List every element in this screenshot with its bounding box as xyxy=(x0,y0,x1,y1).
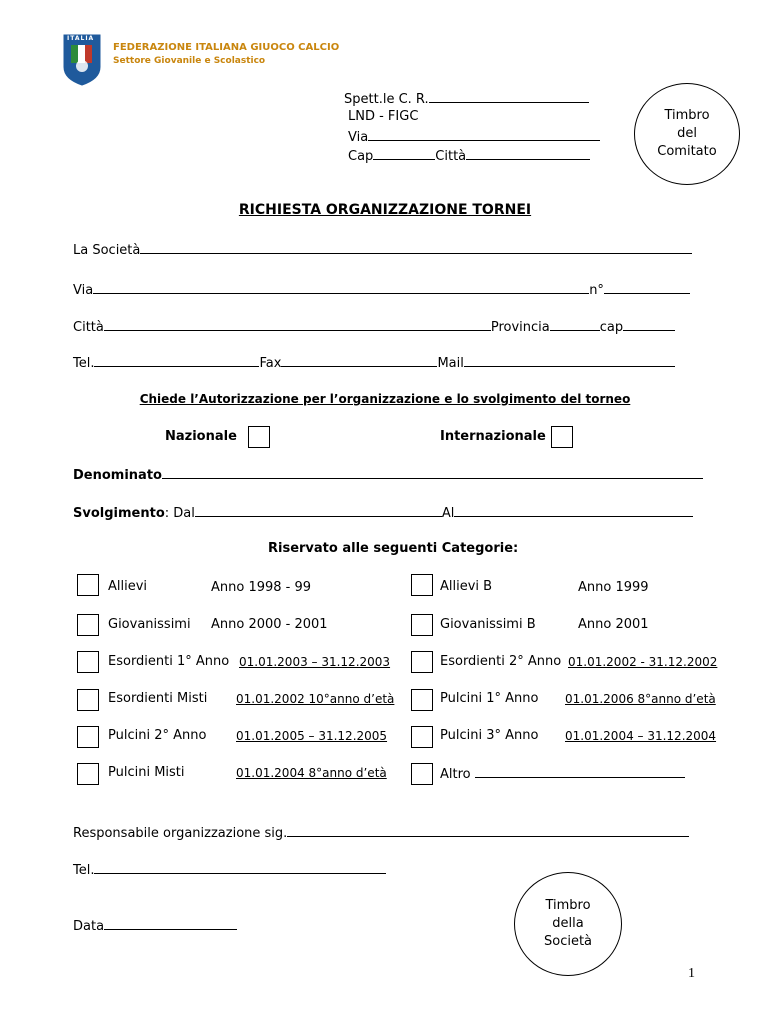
allievi-b-checkbox[interactable] xyxy=(411,574,433,596)
altro-field[interactable]: Altro xyxy=(440,765,685,782)
category-detail: 01.01.2006 8°anno d’età xyxy=(565,692,716,706)
society-stamp-circle: Timbro della Società xyxy=(514,872,622,976)
denominato-field[interactable]: Denominato xyxy=(73,466,703,483)
category-name: Esordienti 1° Anno xyxy=(108,654,230,669)
internazionale-checkbox[interactable] xyxy=(551,426,573,448)
esordienti-1-checkbox[interactable] xyxy=(77,651,99,673)
esordienti-2-checkbox[interactable] xyxy=(411,651,433,673)
category-detail: 01.01.2002 10°anno d’età xyxy=(236,692,395,706)
address-line4: Cap Città xyxy=(348,147,590,164)
category-detail: Anno 1998 - 99 xyxy=(211,580,312,595)
category-detail: 01.01.2003 – 31.12.2003 xyxy=(239,655,391,669)
esordienti-misti-checkbox[interactable] xyxy=(77,689,99,711)
category-detail: Anno 2000 - 2001 xyxy=(211,617,328,632)
category-name: Pulcini 3° Anno xyxy=(440,728,539,743)
category-detail: 01.01.2004 8°anno d’età xyxy=(236,766,387,780)
giovanissimi-checkbox[interactable] xyxy=(77,614,99,636)
committee-stamp-circle: Timbro del Comitato xyxy=(634,83,740,185)
address-line3: Via xyxy=(348,128,600,145)
citta-field[interactable]: Città Provincia cap xyxy=(73,318,675,335)
nazionale-checkbox[interactable] xyxy=(248,426,270,448)
category-name: Pulcini Misti xyxy=(108,765,185,780)
data-field[interactable]: Data xyxy=(73,917,237,934)
request-line: Chiede l’Autorizzazione per l’organizzazione e lo svolgimento del torneo xyxy=(139,392,631,406)
responsabile-field[interactable]: Responsabile organizzazione sig. xyxy=(73,824,689,841)
altro-checkbox[interactable] xyxy=(411,763,433,785)
category-name: Giovanissimi B xyxy=(440,617,536,632)
internazionale-label: Internazionale xyxy=(440,429,546,444)
org-name: FEDERAZIONE ITALIANA GIUOCO CALCIO xyxy=(113,42,340,53)
page-number: 1 xyxy=(688,966,695,981)
category-name: Pulcini 1° Anno xyxy=(440,691,539,706)
category-detail: Anno 2001 xyxy=(578,617,649,632)
giovanissimi-b-checkbox[interactable] xyxy=(411,614,433,636)
category-detail: 01.01.2004 – 31.12.2004 xyxy=(565,729,717,743)
categories-title: Riservato alle seguenti Categorie: xyxy=(268,541,519,556)
page-title: RICHIESTA ORGANIZZAZIONE TORNEI xyxy=(238,202,532,218)
allievi-checkbox[interactable] xyxy=(77,574,99,596)
svolgimento-field[interactable]: Svolgimento: Dal Al xyxy=(73,504,693,521)
nazionale-label: Nazionale xyxy=(165,429,237,444)
category-name: Esordienti 2° Anno xyxy=(440,654,562,669)
pulcini-1-checkbox[interactable] xyxy=(411,689,433,711)
societa-field[interactable]: La Società xyxy=(73,241,692,258)
category-name: Esordienti Misti xyxy=(108,691,208,706)
category-detail: 01.01.2002 - 31.12.2002 xyxy=(568,655,718,669)
tel-bottom-field[interactable]: Tel. xyxy=(73,861,386,878)
category-name: Pulcini 2° Anno xyxy=(108,728,207,743)
via-field[interactable]: Via n° xyxy=(73,281,690,298)
category-detail: 01.01.2005 – 31.12.2005 xyxy=(236,729,388,743)
category-name: Allievi xyxy=(108,579,148,594)
pulcini-2-checkbox[interactable] xyxy=(77,726,99,748)
pulcini-misti-checkbox[interactable] xyxy=(77,763,99,785)
category-detail: Anno 1999 xyxy=(578,580,649,595)
pulcini-3-checkbox[interactable] xyxy=(411,726,433,748)
org-sub: Settore Giovanile e Scolastico xyxy=(113,56,266,66)
address-line1: Spett.le C. R. xyxy=(344,90,589,107)
logo-text: ITALIA xyxy=(67,35,95,42)
category-name: Giovanissimi xyxy=(108,617,191,632)
tel-fax-mail-field[interactable]: Tel. Fax Mail xyxy=(73,354,675,371)
address-line2: LND - FIGC xyxy=(348,109,419,124)
figc-logo xyxy=(62,33,102,87)
category-name: Allievi B xyxy=(440,579,493,594)
